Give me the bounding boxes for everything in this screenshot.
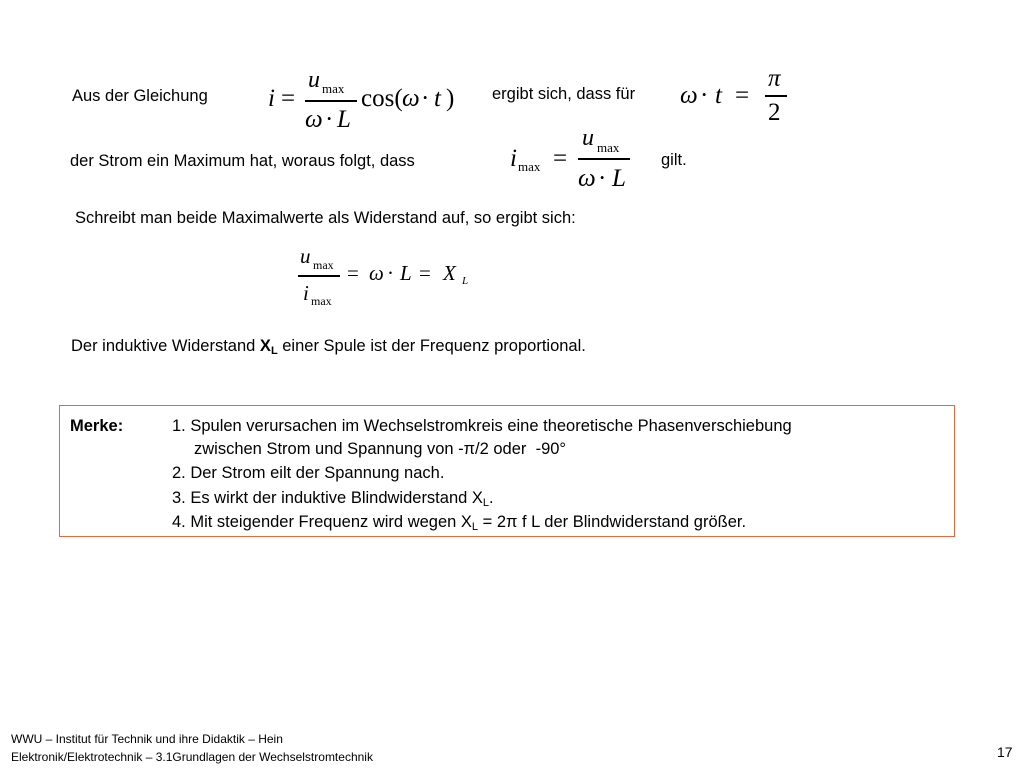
merke-label: Merke: [70, 417, 124, 435]
formula-omega: ω [578, 165, 596, 192]
fraction-bar [578, 158, 630, 160]
formula-equals: = [735, 82, 750, 109]
merke-item-1-line-2: zwischen Strom und Spannung von -π/2 oder -90° [194, 440, 567, 458]
formula-dot: · [421, 85, 430, 112]
formula-u: u [582, 125, 594, 151]
text-strom-maximum: der Strom ein Maximum hat, woraus folgt, dass [70, 152, 415, 170]
formula-max: max [313, 258, 334, 272]
formula-t: t [434, 85, 441, 112]
formula-equals: = [281, 85, 296, 112]
formula-omega: ω [680, 82, 698, 109]
text-gilt: gilt. [661, 151, 687, 169]
formula-two: 2 [768, 99, 781, 126]
footer-institute: WWU – Institut für Technik und ihre Didaktik – Hein [11, 732, 283, 746]
text-aus-der-gleichung: Aus der Gleichung [72, 87, 208, 105]
formula-pi: π [768, 65, 781, 92]
formula-dot: · [598, 165, 607, 192]
formula-close-paren: ) [446, 85, 455, 112]
formula-equals: = [553, 145, 568, 172]
formula-max: max [311, 294, 332, 308]
fraction-bar [298, 275, 340, 277]
formula-max: max [322, 81, 345, 96]
formula-u: u [308, 67, 320, 93]
text-ergibt-sich: ergibt sich, dass für [492, 85, 636, 103]
fraction-bar [765, 95, 787, 97]
text-schreibt-man: Schreibt man beide Maximalwerte als Widerstand auf, so ergibt sich: [75, 209, 576, 227]
formula-max: max [597, 140, 620, 155]
formula-i: i [510, 145, 517, 172]
fraction-bar [305, 100, 357, 102]
merke-item-1-line-1: 1. Spulen verursachen im Wechselstromkreis eine theoretische Phasenverschiebung [172, 417, 792, 435]
formula-omega: ω [305, 106, 323, 133]
merke-item-2: 2. Der Strom eilt der Spannung nach. [172, 464, 445, 482]
formula-max: max [518, 159, 541, 174]
formula-omega: ω [369, 261, 384, 285]
formula-L: L [337, 106, 351, 133]
formula-sub-L: L [462, 275, 469, 287]
formula-equals: = [419, 261, 431, 285]
formula-X: X [443, 261, 456, 285]
merke-item-3: 3. Es wirkt der induktive Blindwiderstand $X_L$. [172, 489, 494, 509]
page-number: 17 [997, 744, 1013, 760]
formula-cos: cos( [361, 85, 403, 112]
formula-dot: · [325, 106, 334, 133]
formula-i: i [268, 85, 275, 112]
formula-omega: ω [402, 85, 420, 112]
formula-u: u [300, 244, 311, 268]
formula-dot: · [387, 261, 394, 285]
formula-i: i [303, 281, 309, 305]
formula-L: L [400, 261, 412, 285]
formula-t: t [715, 82, 722, 109]
text-prefix: Der induktive Widerstand [71, 337, 260, 355]
text-bold-x: $X_L$ [259, 337, 278, 357]
formula-equals: = [347, 261, 359, 285]
formula-dot: · [700, 82, 709, 109]
merke-item-4: 4. Mit steigender Frequenz wird wegen $X_L = 2\pi$ f L der Blindwiderstand größer. [172, 513, 747, 533]
footer-course: Elektronik/Elektrotechnik – 3.1Grundlagen der Wechselstromtechnik [11, 750, 373, 764]
text-suffix: einer Spule ist der Frequenz proportional. [277, 337, 586, 355]
formula-L: L [612, 165, 626, 192]
text-induktiver-widerstand [71, 338, 586, 357]
